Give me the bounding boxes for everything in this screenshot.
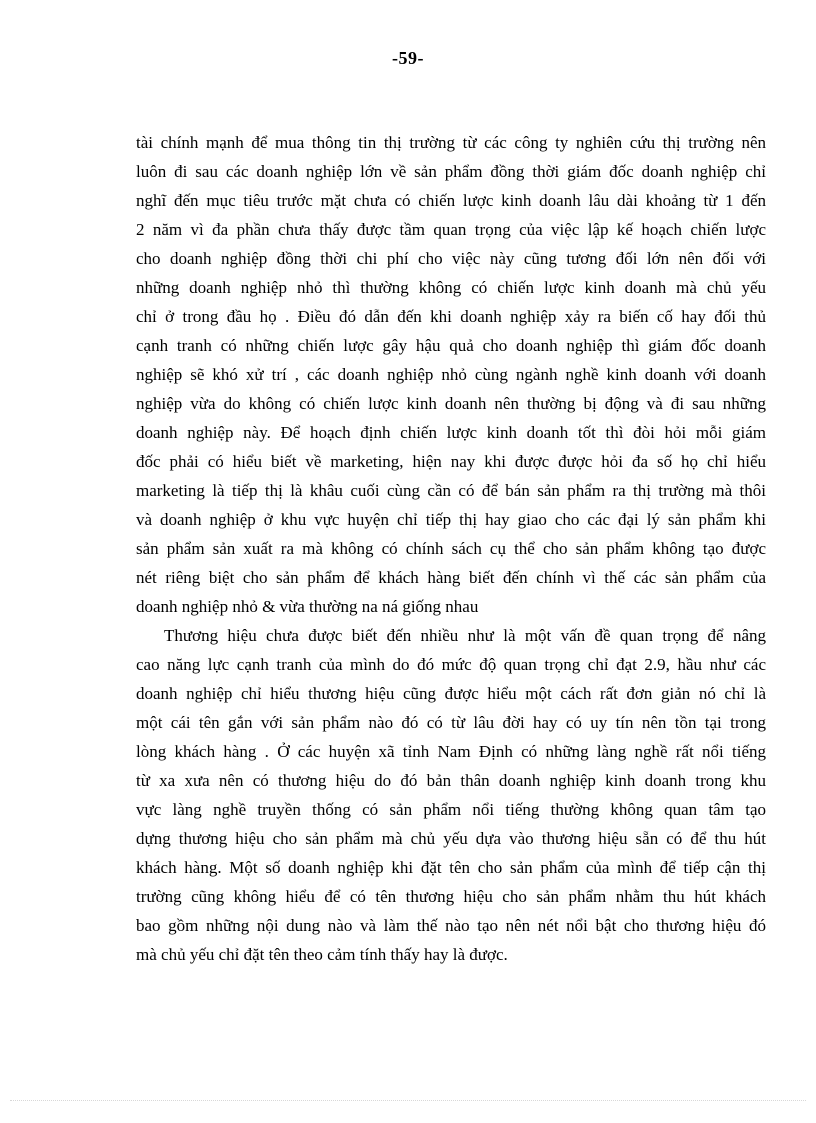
text-line: 2 năm vì đa phần chưa thấy được tầm quan trọng của việc lập kế hoạch chiến lược <box>136 220 766 239</box>
text-line: doanh nghiệp nhỏ & vừa thường na ná giống nhau <box>136 597 479 616</box>
page-number: -59- <box>392 48 424 68</box>
text-line: marketing là tiếp thị là khâu cuối cùng cần có để bán sản phẩm ra thị trường mà thôi <box>136 481 766 500</box>
text-line: một cái tên gắn với sản phẩm nào đó có từ lâu đời hay có uy tín nên tồn tại trong <box>136 713 766 732</box>
text-line: dựng thương hiệu cho sản phẩm mà chủ yếu dựa vào thương hiệu sẵn có để thu hút <box>136 829 766 848</box>
text-line: tài chính mạnh để mua thông tin thị trường từ các công ty nghiên cứu thị trường nên <box>136 133 766 152</box>
text-line: chỉ ở trong đầu họ . Điều đó dẫn đến khi doanh nghiệp xảy ra biến cố hay đối thủ <box>136 307 766 326</box>
text-line: nét riêng biệt cho sản phẩm để khách hàng biết đến chính vì thế các sản phẩm của <box>136 568 766 587</box>
text-line: cạnh tranh có những chiến lược gây hậu quả cho doanh nghiệp thì giám đốc doanh <box>136 336 766 355</box>
text-line: nghĩ đến mục tiêu trước mặt chưa có chiến lược kinh doanh lâu dài khoảng từ 1 đến <box>136 191 766 210</box>
text-line: luôn đi sau các doanh nghiệp lớn về sản phẩm đồng thời giám đốc doanh nghiệp chỉ <box>136 162 766 181</box>
text-line: sản phẩm sản xuất ra mà không có chính sách cụ thể cho sản phẩm không tạo được <box>136 539 766 558</box>
text-line: từ xa xưa nên có thương hiệu do đó bản thân doanh nghiệp kinh doanh trong khu <box>136 771 766 790</box>
text-line: lòng khách hàng . Ở các huyện xã tỉnh Nam Định có những làng nghề rất nổi tiếng <box>136 742 766 761</box>
text-line: khách hàng. Một số doanh nghiệp khi đặt tên cho sản phẩm của mình để tiếp cận thị <box>136 858 766 877</box>
text-line: cho doanh nghiệp đồng thời chi phí cho việc này cũng tương đối lớn nên đối với <box>136 249 766 268</box>
text-line: nghiệp sẽ khó xử trí , các doanh nghiệp nhỏ cùng ngành nghề kinh doanh với doanh <box>136 365 766 384</box>
text-line: và doanh nghiệp ở khu vực huyện chỉ tiếp thị hay giao cho các đại lý sản phẩm khi <box>136 510 766 529</box>
text-line: đốc phải có hiểu biết về marketing, hiện nay khi được được hỏi đa số họ chỉ hiểu <box>136 452 766 471</box>
text-line: Thương hiệu chưa được biết đến nhiều như là một vấn đề quan trọng để nâng <box>164 626 766 645</box>
text-line: bao gồm những nội dung nào và làm thế nào tạo nên nét nổi bật cho thương hiệu đó <box>136 916 766 935</box>
text-line: những doanh nghiệp nhỏ thì thường không có chiến lược kinh doanh mà chủ yếu <box>136 278 766 297</box>
text-line: mà chủ yếu chỉ đặt tên theo cảm tính thấy hay là được. <box>136 945 508 964</box>
text-line: nghiệp vừa do không có chiến lược kinh doanh nên thường bị động và đi sau những <box>136 394 766 413</box>
text-line: doanh nghiệp chỉ hiểu thương hiệu cũng được hiểu một cách rất đơn giản nó chỉ là <box>136 684 766 703</box>
text-line: trường cũng không hiểu để có tên thương hiệu cho sản phẩm nhằm thu hút khách <box>136 887 766 906</box>
text-line: cao năng lực cạnh tranh của mình do đó mức độ quan trọng chỉ đạt 2.9, hầu như các <box>136 655 766 674</box>
page-bottom-divider <box>10 1100 806 1101</box>
text-line: doanh nghiệp này. Để hoạch định chiến lược kinh doanh tốt thì đòi hỏi mỗi giám <box>136 423 766 442</box>
text-line: vực làng nghề truyền thống có sản phẩm nổi tiếng thường không quan tâm tạo <box>136 800 766 819</box>
